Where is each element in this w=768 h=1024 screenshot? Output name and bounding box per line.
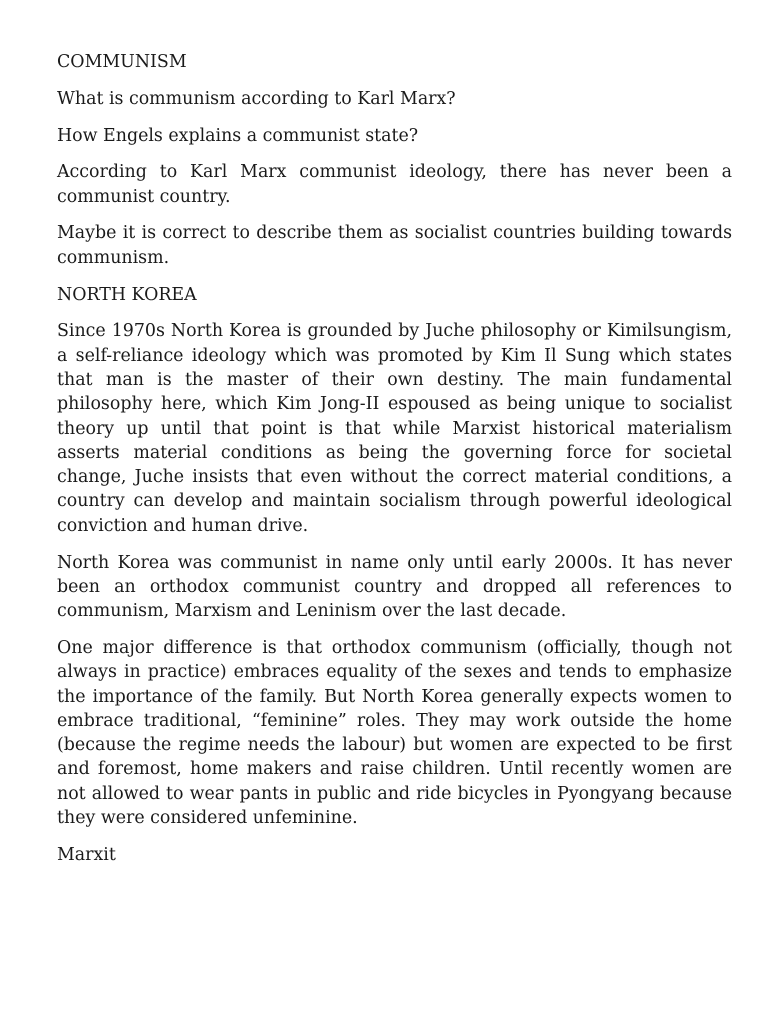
- question-engels: How Engels explains a communist state?: [57, 125, 419, 146]
- question-marx: What is communism according to Karl Marx?: [57, 88, 456, 109]
- paragraph-sexes-equality: One major difference is that orthodox communism (officially, though not always in practice) embraces equality of the sexes and tends to emphasize the importance of the family. But North Korea generally expects women to embrace traditional, “feminine” roles. They may work outside the home (because the regime needs the labour) but women are expected to be first and foremost, home makers and raise children. Until recently women are not allowed to wear pants in public and ride bicycles in Pyongyang because they were considered unfeminine.: [57, 637, 732, 829]
- paragraph-marx-ideology: According to Karl Marx communist ideology, there has never been a communist country.: [57, 162, 732, 207]
- heading-communism: COMMUNISM: [57, 52, 187, 72]
- paragraph-socialist-countries: Maybe it is correct to describe them as socialist countries building towards communism.: [57, 223, 732, 268]
- paragraph-marxit: Marxit: [57, 844, 116, 865]
- paragraph-communist-in-name: North Korea was communist in name only until early 2000s. It has never been an orthodox communist country and dropped all references to communism, Marxism and Leninism over the last decade.: [57, 552, 732, 622]
- heading-north-korea: NORTH KOREA: [57, 284, 197, 305]
- paragraph-juche: Since 1970s North Korea is grounded by Juche philosophy or Kimilsungism, a self-reliance ideology which was promoted by Kim Il Sung which states that man is the master of their own destiny. The main fundamental philosophy here, which Kim Jong-II espoused as being unique to socialist theory up until that point is that while Marxist historical materialism asserts material conditions as being the governing force for societal change, Juche insists that even without the correct material conditions, a country can develop and maintain socialism through powerful ideological conviction and human drive.: [57, 321, 732, 536]
